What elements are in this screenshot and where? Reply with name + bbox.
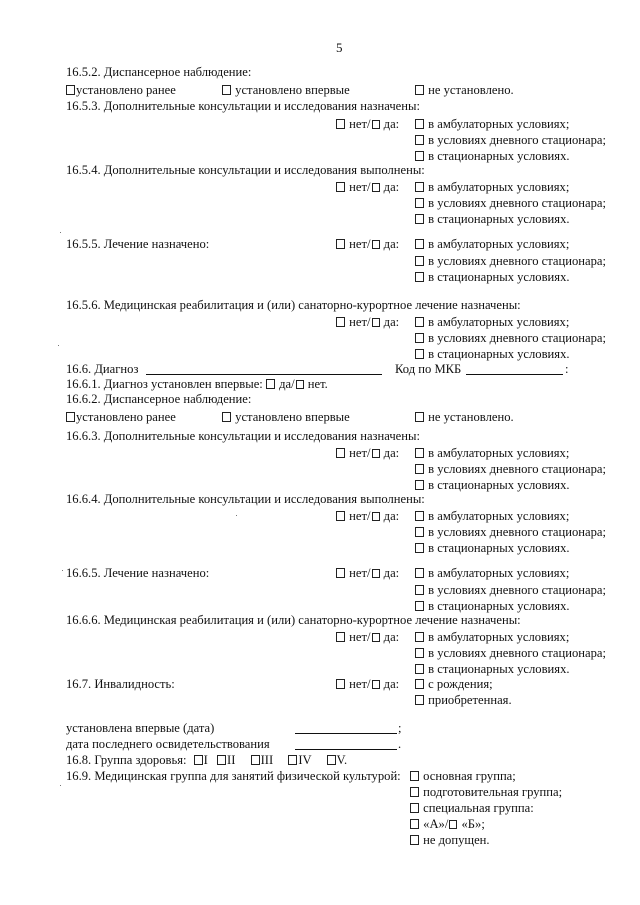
scan-speck	[236, 515, 237, 516]
checkbox-icon[interactable]	[296, 380, 304, 389]
checkbox-icon	[415, 632, 424, 642]
section-heading: 16.5.5. Лечение назначено:	[66, 237, 210, 251]
checkbox-icon	[372, 569, 380, 578]
checkbox-icon	[336, 239, 345, 249]
section-heading: 16.5.3. Дополнительные консультации и исследования назначены:	[66, 99, 420, 113]
checkbox-inpatient[interactable]: в стационарных условиях.	[415, 478, 570, 492]
checkbox-icon	[415, 151, 424, 161]
no-yes-choice[interactable]: нет/ да:	[336, 180, 399, 194]
checkbox-icon	[372, 512, 380, 521]
checkbox-day-hospital[interactable]: в условиях дневного стационара;	[415, 462, 606, 476]
checkbox-icon	[415, 214, 424, 224]
section-heading: 16.6.4. Дополнительные консультации и исследования выполнены:	[66, 492, 425, 506]
checkbox-icon	[415, 480, 424, 490]
checkbox-not-established[interactable]: не установлено.	[415, 410, 514, 424]
checkbox-icon	[415, 256, 424, 266]
checkbox-icon	[372, 680, 380, 689]
checkbox-icon[interactable]	[288, 755, 297, 765]
checkbox-icon	[410, 771, 419, 781]
checkbox-inpatient[interactable]: в стационарных условиях.	[415, 270, 570, 284]
diagnosis-label: 16.6. Диагноз	[66, 362, 139, 376]
checkbox-icon	[415, 648, 424, 658]
checkbox-icon	[336, 679, 345, 689]
checkbox-icon	[415, 182, 424, 192]
checkbox-ambulatory[interactable]: в амбулаторных условиях;	[415, 446, 569, 460]
checkbox-icon	[415, 568, 424, 578]
checkbox-icon	[336, 317, 345, 327]
scan-speck	[60, 785, 61, 786]
checkbox-day-hospital[interactable]: в условиях дневного стационара;	[415, 646, 606, 660]
checkbox-icon[interactable]	[327, 755, 336, 765]
page-number: 5	[336, 40, 343, 55]
first-diagnosis-row: 16.6.1. Диагноз установлен впервые: да/ нет.	[66, 377, 328, 391]
first-date-field[interactable]	[295, 721, 397, 735]
first-date-label: установлена впервые (дата)	[66, 721, 215, 735]
checkbox-day-hospital[interactable]: в условиях дневного стационара;	[415, 583, 606, 597]
scan-speck	[58, 345, 59, 346]
checkbox-ambulatory[interactable]: в амбулаторных условиях;	[415, 630, 569, 644]
checkbox-day-hospital[interactable]: в условиях дневного стационара;	[415, 133, 606, 147]
checkbox-icon	[415, 333, 424, 343]
checkbox-icon	[415, 464, 424, 474]
scan-speck	[62, 570, 63, 571]
checkbox-icon	[336, 448, 345, 458]
no-yes-choice[interactable]: нет/ да:	[336, 315, 399, 329]
checkbox-day-hospital[interactable]: в условиях дневного стационара;	[415, 254, 606, 268]
checkbox-icon	[372, 240, 380, 249]
checkbox-day-hospital[interactable]: в условиях дневного стационара;	[415, 196, 606, 210]
checkbox-icon	[410, 835, 419, 845]
no-yes-choice[interactable]: нет/ да:	[336, 509, 399, 523]
no-yes-choice[interactable]: нет/ да:	[336, 446, 399, 460]
checkbox-icon	[336, 632, 345, 642]
checkbox-ambulatory[interactable]: в амбулаторных условиях;	[415, 566, 569, 580]
checkbox-icon	[415, 664, 424, 674]
checkbox-icon	[415, 527, 424, 537]
section-heading: 16.7. Инвалидность:	[66, 677, 175, 691]
checkbox-icon	[66, 85, 75, 95]
checkbox-established-first[interactable]: установлено впервые	[222, 410, 350, 424]
section-heading: 16.5.4. Дополнительные консультации и исследования выполнены:	[66, 163, 425, 177]
checkbox-icon	[410, 819, 419, 829]
checkbox-icon	[415, 511, 424, 521]
checkbox-ambulatory[interactable]: в амбулаторных условиях;	[415, 237, 569, 251]
checkbox-icon	[372, 318, 380, 327]
section-heading: 16.6.3. Дополнительные консультации и исследования назначены:	[66, 429, 420, 443]
checkbox-ambulatory[interactable]: в амбулаторных условиях;	[415, 117, 569, 131]
mkb-label: Код по МКБ	[395, 362, 462, 376]
checkbox-icon	[336, 182, 345, 192]
health-group-row: 16.8. Группа здоровья: I II III IV V.	[66, 753, 348, 767]
section-heading: 16.9. Медицинская группа для занятий физической культурой:	[66, 769, 401, 783]
checkbox-inpatient[interactable]: в стационарных условиях.	[415, 347, 570, 361]
checkbox-inpatient[interactable]: в стационарных условиях.	[415, 541, 570, 555]
checkbox-icon	[336, 119, 345, 129]
section-heading: 16.6.5. Лечение назначено:	[66, 566, 210, 580]
no-yes-choice[interactable]: нет/ да:	[336, 630, 399, 644]
checkbox-icon	[449, 820, 457, 829]
checkbox-icon	[415, 85, 424, 95]
checkbox-icon	[415, 695, 424, 705]
checkbox-icon	[415, 119, 424, 129]
checkbox-icon	[415, 198, 424, 208]
checkbox-icon[interactable]	[194, 755, 203, 765]
checkbox-icon[interactable]	[251, 755, 260, 765]
checkbox-not-allowed[interactable]: не допущен.	[410, 833, 490, 847]
section-heading: 16.6.2. Диспансерное наблюдение:	[66, 392, 252, 406]
checkbox-icon	[410, 803, 419, 813]
checkbox-day-hospital[interactable]: в условиях дневного стационара;	[415, 331, 606, 345]
checkbox-a-b[interactable]: «А»/ «Б»;	[410, 817, 485, 831]
checkbox-icon	[372, 633, 380, 642]
checkbox-icon[interactable]	[217, 755, 226, 765]
checkbox-icon	[415, 412, 424, 422]
checkbox-icon	[415, 317, 424, 327]
checkbox-icon	[415, 543, 424, 553]
last-exam-end: .	[398, 737, 402, 751]
checkbox-icon	[415, 239, 424, 249]
checkbox-icon	[415, 601, 424, 611]
no-yes-choice[interactable]: нет/ да:	[336, 237, 399, 251]
checkbox-prep-group[interactable]: подготовительная группа;	[410, 785, 562, 799]
checkbox-day-hospital[interactable]: в условиях дневного стационара;	[415, 525, 606, 539]
checkbox-inpatient[interactable]: в стационарных условиях.	[415, 662, 570, 676]
scan-speck	[60, 232, 61, 233]
checkbox-established-before[interactable]: установлено ранее	[66, 410, 176, 424]
checkbox-icon	[372, 183, 380, 192]
checkbox-icon	[410, 787, 419, 797]
checkbox-not-established[interactable]: не установлено.	[415, 83, 514, 97]
checkbox-special-group[interactable]: специальная группа:	[410, 801, 534, 815]
checkbox-icon[interactable]	[266, 379, 275, 389]
mkb-code-field[interactable]	[466, 362, 563, 376]
section-heading: 16.5.6. Медицинская реабилитация и (или) санаторно-курортное лечение назначены:	[66, 298, 521, 312]
checkbox-inpatient[interactable]: в стационарных условиях.	[415, 149, 570, 163]
no-yes-choice[interactable]: нет/ да:	[336, 566, 399, 580]
diagnosis-field[interactable]	[146, 362, 382, 376]
last-exam-field[interactable]	[295, 737, 397, 751]
checkbox-icon	[222, 85, 231, 95]
checkbox-icon	[415, 448, 424, 458]
checkbox-main-group[interactable]: основная группа;	[410, 769, 516, 783]
checkbox-icon	[336, 511, 345, 521]
checkbox-icon	[372, 120, 380, 129]
checkbox-ambulatory[interactable]: в амбулаторных условиях;	[415, 509, 569, 523]
checkbox-established-before[interactable]: установлено ранее	[66, 83, 176, 97]
checkbox-established-first[interactable]: установлено впервые	[222, 83, 350, 97]
checkbox-icon	[415, 135, 424, 145]
no-yes-choice[interactable]: нет/ да:	[336, 117, 399, 131]
last-exam-label: дата последнего освидетельствования	[66, 737, 270, 751]
checkbox-icon	[66, 412, 75, 422]
checkbox-ambulatory[interactable]: в амбулаторных условиях;	[415, 180, 569, 194]
checkbox-inpatient[interactable]: в стационарных условиях.	[415, 599, 570, 613]
checkbox-icon	[222, 412, 231, 422]
checkbox-inpatient[interactable]: в стационарных условиях.	[415, 212, 570, 226]
first-date-end: ;	[398, 721, 402, 735]
checkbox-ambulatory[interactable]: в амбулаторных условиях;	[415, 315, 569, 329]
section-heading: 16.6.6. Медицинская реабилитация и (или) санаторно-курортное лечение назначены:	[66, 613, 521, 627]
checkbox-icon	[415, 585, 424, 595]
checkbox-icon	[372, 449, 380, 458]
no-yes-choice[interactable]: нет/ да:	[336, 677, 399, 691]
checkbox-acquired[interactable]: приобретенная.	[415, 693, 512, 707]
checkbox-icon	[336, 568, 345, 578]
checkbox-icon	[415, 679, 424, 689]
checkbox-from-birth[interactable]: с рождения;	[415, 677, 493, 691]
checkbox-icon	[415, 349, 424, 359]
checkbox-icon	[415, 272, 424, 282]
mkb-colon: :	[565, 362, 569, 376]
section-heading: 16.5.2. Диспансерное наблюдение:	[66, 65, 252, 79]
